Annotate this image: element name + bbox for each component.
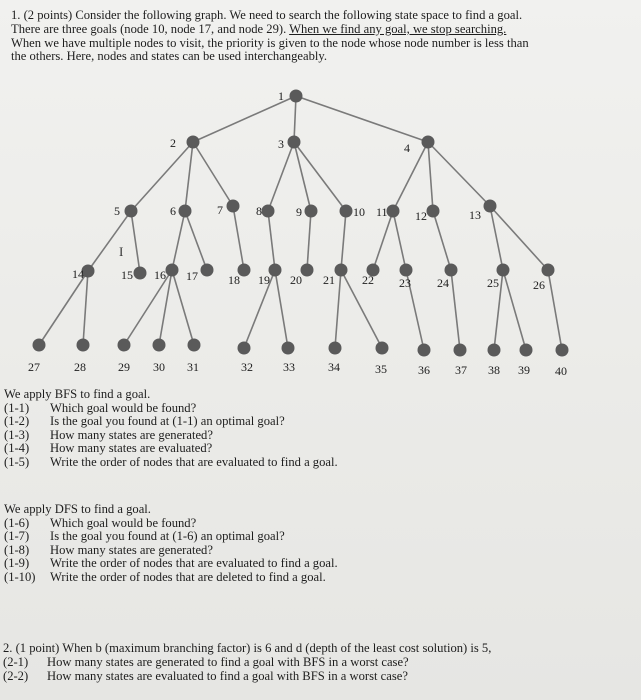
node-label-8: 8 — [256, 204, 262, 218]
bfs-question-number: (1-2) — [4, 414, 30, 429]
bfs-question-number: (1-5) — [4, 454, 30, 469]
bfs-section — [4, 388, 338, 470]
tree-nodes — [28, 89, 569, 378]
node-label-25: 25 — [487, 276, 499, 290]
q2-question-text: How many states are evaluated to find a goal with BFS in a worst case? — [47, 669, 408, 683]
tree-node-16 — [166, 264, 179, 277]
bfs-question-5 — [4, 456, 338, 470]
problem-2-question-list — [3, 655, 491, 683]
node-label-26: 26 — [533, 278, 545, 292]
bfs-question-4 — [4, 442, 338, 456]
node-label-13: 13 — [469, 208, 481, 222]
dfs-section — [4, 503, 338, 585]
node-label-2: 2 — [170, 136, 176, 150]
tree-node-40 — [556, 344, 569, 357]
dfs-question-3 — [4, 544, 338, 558]
q2-question-2 — [3, 669, 491, 683]
tree-node-7 — [227, 200, 240, 213]
bfs-question-2 — [4, 415, 338, 429]
q2-question-1 — [3, 655, 491, 669]
edge-7-18 — [233, 206, 244, 270]
node-label-35: 35 — [375, 362, 387, 376]
dfs-question-text: Is the goal you found at (1-6) an optimal goal? — [50, 529, 285, 544]
node-label-18: 18 — [228, 273, 240, 287]
dfs-question-4 — [4, 557, 338, 571]
intro-line-1: 1. (2 points) Consider the following graph. We need to search the following state space to find a goal. — [11, 8, 523, 22]
node-label-32: 32 — [241, 360, 253, 374]
tree-node-30 — [153, 339, 166, 352]
tree-node-5 — [125, 205, 138, 218]
tree-node-38 — [488, 344, 501, 357]
intro-line-3: When we have multiple nodes to visit, the priority is given to the node whose node number is less than — [11, 35, 529, 50]
node-label-7: 7 — [217, 203, 223, 217]
edge-11-22 — [373, 211, 393, 270]
node-label-6: 6 — [170, 204, 176, 218]
dfs-question-5 — [4, 571, 338, 585]
tree-node-9 — [305, 205, 318, 218]
node-label-24: 24 — [437, 276, 449, 290]
node-label-28: 28 — [74, 360, 86, 374]
tree-node-37 — [454, 344, 467, 357]
edge-21-34 — [335, 270, 341, 348]
bfs-question-number: (1-4) — [4, 441, 30, 456]
tree-edges — [39, 96, 562, 350]
bfs-question-text: How many states are generated? — [50, 427, 213, 442]
dfs-header: We apply DFS to find a goal. — [4, 502, 151, 516]
node-label-12: 12 — [415, 209, 427, 223]
node-label-30: 30 — [153, 360, 165, 374]
edge-2-6 — [185, 142, 193, 211]
tree-node-11 — [387, 205, 400, 218]
edge-14-27 — [39, 271, 88, 345]
dfs-question-list — [4, 517, 338, 585]
q2-question-number: (2-1) — [3, 655, 29, 669]
node-label-33: 33 — [283, 360, 295, 374]
edge-4-13 — [428, 142, 490, 206]
node-label-22: 22 — [362, 273, 374, 287]
edge-12-24 — [433, 211, 451, 270]
bfs-question-list — [4, 402, 338, 470]
tree-node-4 — [422, 136, 435, 149]
edge-19-33 — [275, 270, 288, 348]
node-label-21: 21 — [323, 273, 335, 287]
tree-node-17 — [201, 264, 214, 277]
dfs-question-2 — [4, 530, 338, 544]
tree-node-29 — [118, 339, 131, 352]
node-label-23: 23 — [399, 276, 411, 290]
bfs-question-1 — [4, 402, 338, 416]
edge-2-7 — [193, 142, 233, 206]
tree-node-26 — [542, 264, 555, 277]
dfs-question-number: (1-7) — [4, 529, 30, 544]
bfs-question-text: Write the order of nodes that are evaluated to find a goal. — [50, 454, 338, 469]
edge-13-25 — [490, 206, 503, 270]
edge-25-39 — [503, 270, 526, 350]
bfs-question-text: How many states are evaluated? — [50, 441, 213, 456]
tree-node-19 — [269, 264, 282, 277]
edge-11-23 — [393, 211, 406, 270]
dfs-question-text: Which goal would be found? — [50, 515, 197, 530]
node-label-14: 14 — [72, 267, 84, 281]
edge-6-16 — [172, 211, 185, 270]
tree-node-35 — [376, 342, 389, 355]
edge-14-28 — [83, 271, 88, 345]
tree-node-20 — [301, 264, 314, 277]
bfs-question-number: (1-3) — [4, 427, 30, 442]
edge-4-11 — [393, 142, 428, 211]
node-label-37: 37 — [455, 363, 467, 377]
node-label-10: 10 — [353, 205, 365, 219]
tree-node-24 — [445, 264, 458, 277]
tree-node-32 — [238, 342, 251, 355]
edge-4-12 — [428, 142, 433, 211]
tree-node-33 — [282, 342, 295, 355]
bfs-question-3 — [4, 429, 338, 443]
tree-node-3 — [288, 136, 301, 149]
edge-2-5 — [131, 142, 193, 211]
node-label-40: 40 — [555, 364, 567, 378]
node-label-39: 39 — [518, 363, 530, 377]
node-label-5: 5 — [114, 204, 120, 218]
tree-node-15 — [134, 267, 147, 280]
dfs-question-number: (1-9) — [4, 556, 30, 571]
tree-node-2 — [187, 136, 200, 149]
edge-10-21 — [341, 211, 346, 270]
node-label-15: 15 — [121, 268, 133, 282]
tree-node-25 — [497, 264, 510, 277]
intro-stop-rule: When we find any goal, we stop searching. — [289, 21, 507, 36]
edge-5-14 — [88, 211, 131, 271]
edge-24-37 — [451, 270, 460, 350]
node-label-27: 27 — [28, 360, 40, 374]
dfs-question-number: (1-10) — [4, 569, 36, 584]
dfs-question-text: Write the order of nodes that are deleted to find a goal. — [50, 569, 326, 584]
tree-node-27 — [33, 339, 46, 352]
tree-node-39 — [520, 344, 533, 357]
intro-line-4: the others. Here, nodes and states can be used interchangeably. — [11, 49, 328, 64]
annotation-cursor-mark: I — [119, 244, 124, 259]
node-label-38: 38 — [488, 363, 500, 377]
bfs-header: We apply BFS to find a goal. — [4, 387, 151, 401]
node-label-19: 19 — [258, 273, 270, 287]
node-label-17: 17 — [186, 269, 198, 283]
dfs-question-number: (1-6) — [4, 515, 30, 530]
node-label-3: 3 — [278, 137, 284, 151]
dfs-question-text: Write the order of nodes that are evaluated to find a goal. — [50, 556, 338, 571]
edge-9-20 — [307, 211, 311, 270]
bfs-question-text: Is the goal you found at (1-1) an optimal goal? — [50, 414, 285, 429]
node-label-16: 16 — [154, 268, 166, 282]
tree-node-13 — [484, 200, 497, 213]
node-label-29: 29 — [118, 360, 130, 374]
edge-1-3 — [294, 96, 296, 142]
node-label-4: 4 — [404, 141, 410, 155]
tree-node-21 — [335, 264, 348, 277]
tree-node-12 — [427, 205, 440, 218]
node-label-31: 31 — [187, 360, 199, 374]
intro-goals-text: There are three goals (node 10, node 17, and node 29). — [11, 21, 290, 36]
tree-node-6 — [179, 205, 192, 218]
q2-question-text: How many states are generated to find a goal with BFS in a worst case? — [47, 655, 409, 669]
node-label-34: 34 — [328, 360, 340, 374]
tree-node-10 — [340, 205, 353, 218]
dfs-question-number: (1-8) — [4, 542, 30, 557]
dfs-question-text: How many states are generated? — [50, 542, 213, 557]
node-label-9: 9 — [296, 205, 302, 219]
edge-6-17 — [185, 211, 207, 270]
node-label-1: 1 — [278, 89, 284, 103]
tree-node-36 — [418, 344, 431, 357]
problem-2-section — [3, 641, 491, 683]
node-label-20: 20 — [290, 273, 302, 287]
tree-node-28 — [77, 339, 90, 352]
tree-node-23 — [400, 264, 413, 277]
tree-node-8 — [262, 205, 275, 218]
edge-8-19 — [268, 211, 275, 270]
edge-3-8 — [268, 142, 294, 211]
edge-26-40 — [548, 270, 562, 350]
tree-node-34 — [329, 342, 342, 355]
node-label-11: 11 — [376, 205, 388, 219]
q2-question-number: (2-2) — [3, 669, 29, 683]
node-label-36: 36 — [418, 363, 430, 377]
tree-node-1 — [290, 90, 303, 103]
edge-1-4 — [296, 96, 428, 142]
bfs-question-number: (1-1) — [4, 400, 30, 415]
dfs-question-1 — [4, 517, 338, 531]
tree-node-31 — [188, 339, 201, 352]
edge-13-26 — [490, 206, 548, 270]
problem-2-header: 2. (1 point) When b (maximum branching factor) is 6 and d (depth of the least cost solution) is 5, — [3, 641, 492, 655]
bfs-question-text: Which goal would be found? — [50, 400, 197, 415]
edge-5-15 — [131, 211, 140, 273]
